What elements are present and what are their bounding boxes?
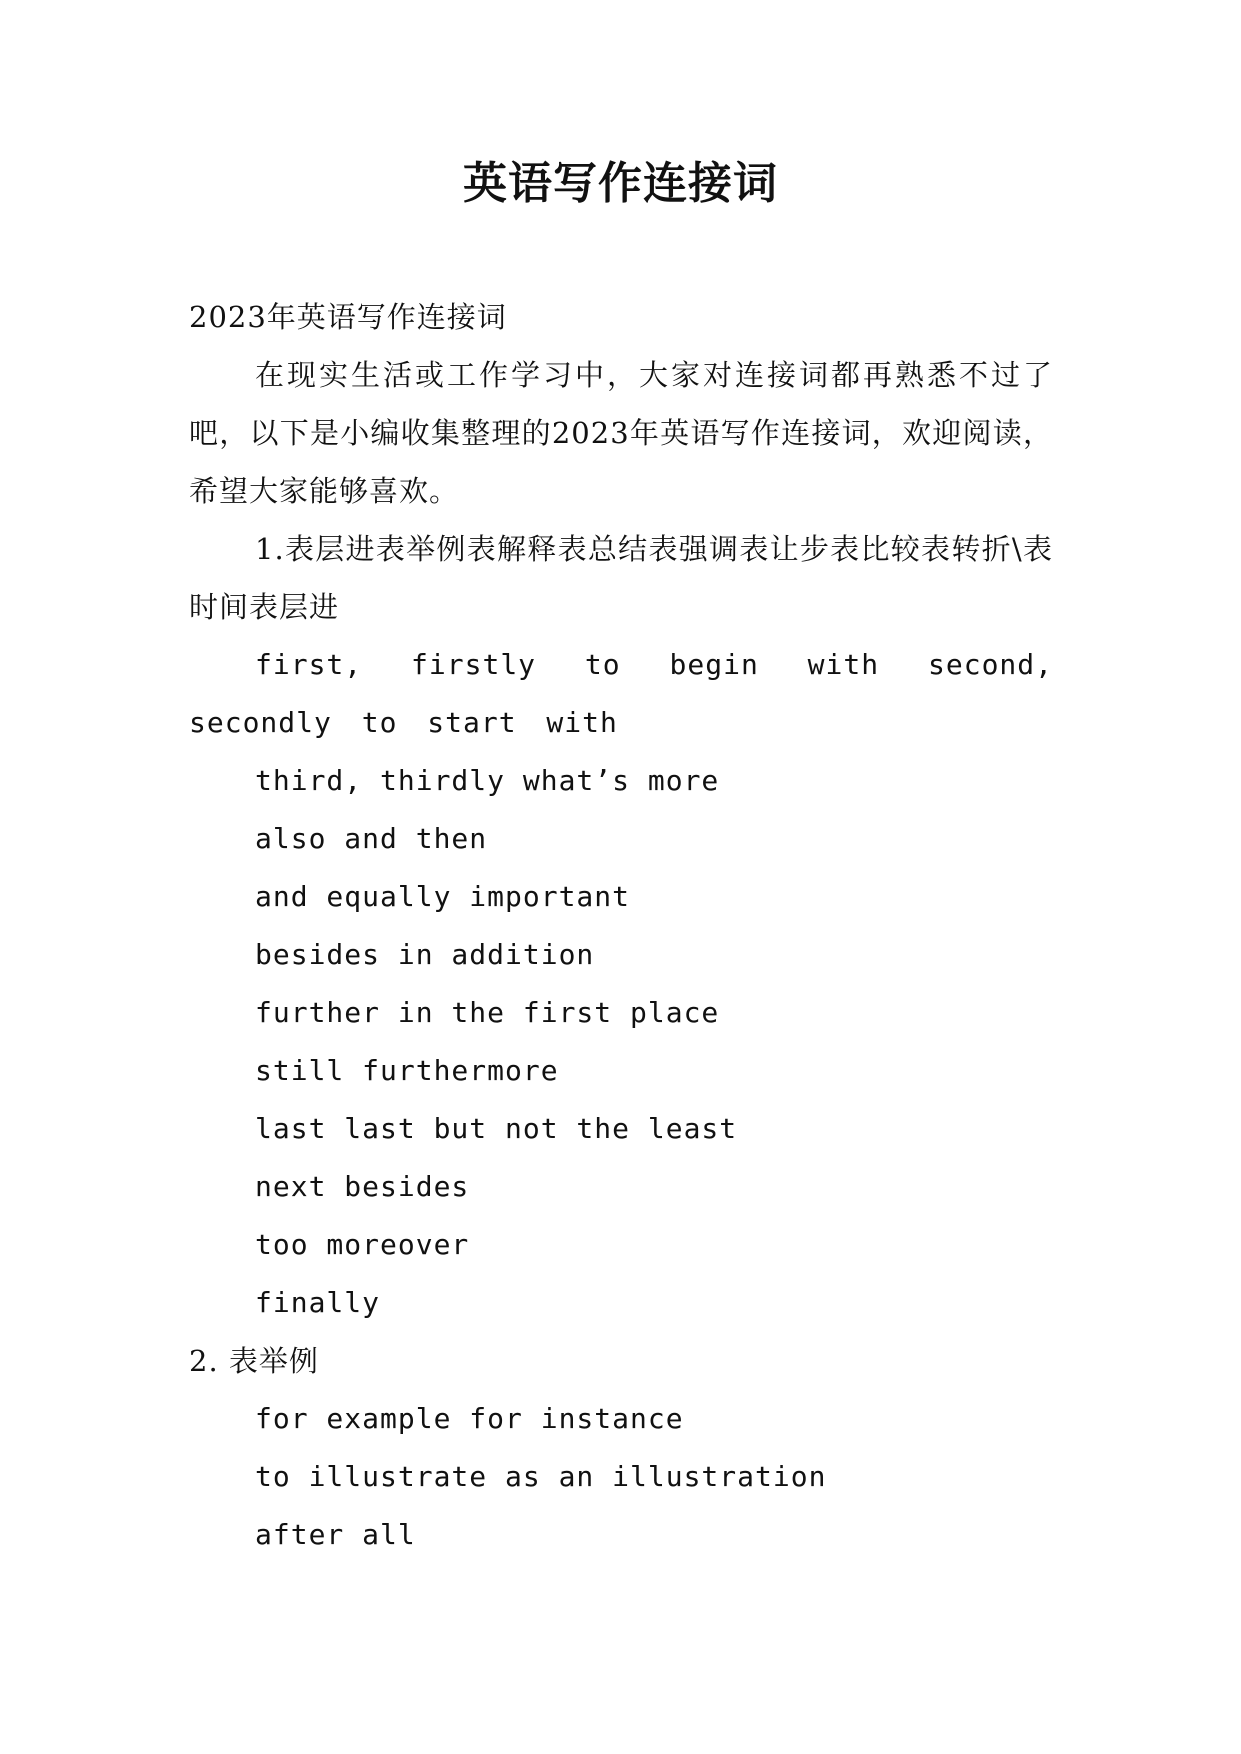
document-title: 英语写作连接词	[463, 158, 778, 209]
term-item: next besides	[255, 1170, 470, 1203]
term-item: besides in addition	[255, 938, 595, 971]
term-item: to illustrate as an illustration	[255, 1460, 827, 1493]
term-item: for example for instance	[255, 1402, 684, 1435]
term-item: also and then	[255, 822, 488, 855]
term-item: finally	[255, 1286, 381, 1319]
term-item: further in the first place	[255, 996, 720, 1029]
document-subtitle: 2023年英语写作连接词	[189, 300, 507, 334]
term-item: too moreover	[255, 1228, 470, 1261]
section-1-first-line: first, firstly to begin with second, secondly to start with	[189, 648, 1053, 739]
term-item: third, thirdly what’s more	[255, 764, 720, 797]
document-body	[189, 288, 1053, 1564]
section-1-term-list	[189, 752, 1053, 1332]
section-1-heading: 1.表层进表举例表解释表总结表强调表让步表比较表转折\表时间表层进	[189, 532, 1053, 624]
term-item: after all	[255, 1518, 416, 1551]
term-item: last last but not the least	[255, 1112, 738, 1145]
section-2-term-list	[189, 1390, 1053, 1564]
intro-paragraph: 在现实生活或工作学习中，大家对连接词都再熟悉不过了吧，以下是小编收集整理的2023年英语写作连接词，欢迎阅读，希望大家能够喜欢。	[189, 358, 1053, 508]
section-2-heading: 2. 表举例	[189, 1344, 319, 1378]
term-item: still furthermore	[255, 1054, 559, 1087]
term-item: and equally important	[255, 880, 631, 913]
